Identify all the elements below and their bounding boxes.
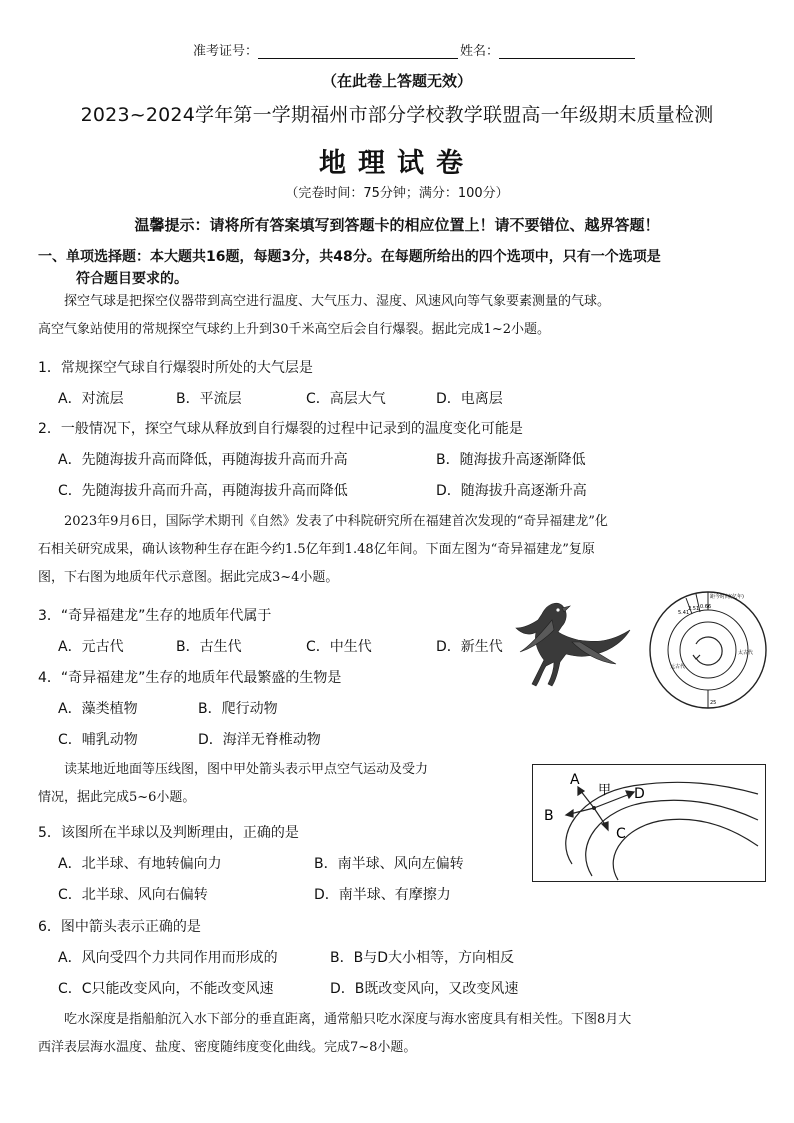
q2-option-b[interactable]: B．随海拔升高逐渐降低: [436, 452, 586, 468]
isobar-figure: [532, 764, 766, 882]
geo-left-label: 元古代: [670, 664, 686, 670]
q2-option-a[interactable]: A．先随海拔升高而降低，再随海拔升高而升高: [58, 452, 348, 468]
geologic-time-figure: [646, 588, 770, 712]
invalid-notice: （在此卷上答题无效）: [321, 72, 472, 90]
exam-id-field: [193, 40, 458, 59]
passage2-line1: 2023年9月6日，国际学术期刊《自然》发表了中科院研究所在福建首次发现的“奇异福建龙”化: [64, 514, 608, 529]
passage3-line2: 情况，据此完成5~6小题。: [38, 790, 196, 805]
passage3: [38, 756, 518, 812]
time-info: （完卷时间：75分钟；满分：100分）: [285, 186, 509, 201]
q2-option-c[interactable]: C．先随海拔升高而升高，再随海拔升高而降低: [58, 483, 348, 499]
label-b: B: [544, 808, 554, 824]
q3-option-b[interactable]: B．古生代: [176, 639, 242, 655]
label-jia: 甲: [598, 783, 612, 798]
label-d: D: [634, 786, 645, 802]
subject-title: 地理试卷: [319, 148, 475, 179]
geo-number-1: 2.51: [688, 606, 700, 612]
q5-option-a[interactable]: A．北半球、有地转偏向力: [58, 856, 222, 872]
q4-option-b[interactable]: B．爬行动物: [198, 701, 278, 717]
geo-top-label: 距今时间(亿年): [710, 594, 744, 600]
q4-option-d[interactable]: D．海洋无脊椎动物: [198, 732, 321, 748]
q5-option-b[interactable]: B．南半球、风向左偏转: [314, 856, 464, 872]
geo-number-4: 25: [710, 700, 717, 706]
q1-option-b[interactable]: B．平流层: [176, 391, 242, 407]
q5-option-d[interactable]: D．南半球、有摩擦力: [314, 887, 451, 903]
q2-stem: 2．一般情况下，探空气球从释放到自行爆裂的过程中记录到的温度变化可能是: [38, 421, 523, 437]
q1-option-a[interactable]: A．对流层: [58, 391, 124, 407]
name-field: [460, 40, 635, 59]
q5-option-c[interactable]: C．北半球、风向右偏转: [58, 887, 208, 903]
section1-heading: [38, 246, 758, 290]
passage2-line2: 石相关研究成果，确认该物种生存在距今约1.5亿年到1.48亿年间。下面左图为“奇异福建龙”复原: [38, 542, 595, 557]
q3-stem: 3．“奇异福建龙”生存的地质年代属于: [38, 608, 272, 624]
geo-number-3: 5.41: [678, 610, 690, 616]
q6-option-a[interactable]: A．风向受四个力共同作用而形成的: [58, 950, 278, 966]
passage2-line3: 图，下右图为地质年代示意图。据此完成3~4小题。: [38, 570, 339, 585]
isobar-frame: [533, 765, 766, 882]
passage1-line1: 探空气球是把探空仪器带到高空进行温度、大气压力、湿度、风速风向等气象要素测量的气球。: [64, 294, 611, 309]
time-arrow: [696, 637, 722, 665]
isobar-line-1: [566, 782, 758, 864]
isobar-line-2: [586, 800, 758, 876]
passage2: [38, 508, 762, 592]
passage1-line2: 高空气象站使用的常规探空气球约上升到30千米高空后会自行爆裂。据此完成1~2小题。: [38, 322, 550, 337]
inner-ring: [680, 622, 736, 678]
geo-number-2: 0.66: [700, 604, 712, 610]
q1-option-c[interactable]: C．高层大气: [306, 391, 386, 407]
section1-line2: 符合题目要求的。: [76, 271, 188, 287]
label-a: A: [570, 772, 580, 788]
q6-option-b[interactable]: B．B与D大小相等，方向相反: [330, 950, 514, 966]
passage4-line1: 吃水深度是指船舶沉入水下部分的垂直距离，通常船只吃水深度与海水密度具有相关性。下图8月大: [64, 1012, 632, 1027]
q3-option-d[interactable]: D．新生代: [436, 639, 503, 655]
q1-stem: 1．常规探空气球自行爆裂时所处的大气层是: [38, 360, 313, 376]
q6-stem: 6．图中箭头表示正确的是: [38, 919, 201, 935]
q5-stem: 5．该图所在半球以及判断理由，正确的是: [38, 825, 299, 841]
q6-option-c[interactable]: C．C只能改变风向，不能改变风速: [58, 981, 274, 997]
label-c: C: [616, 826, 626, 842]
geo-right-label: 太古代: [738, 650, 754, 656]
passage3-line1: 读某地近地面等压线图，图中甲处箭头表示甲点空气运动及受力: [64, 762, 429, 777]
q3-option-a[interactable]: A．元古代: [58, 639, 124, 655]
exam-id-label: 准考证号：: [193, 44, 259, 59]
dinosaur-figure: [512, 592, 642, 692]
q4-option-c[interactable]: C．哺乳动物: [58, 732, 138, 748]
q4-stem: 4．“奇异福建龙”生存的地质年代最繁盛的生物是: [38, 670, 342, 686]
isobar-line-3: [613, 819, 758, 880]
exam-title: 2023~2024学年第一学期福州市部分学校教学联盟高一年级期末质量检测: [80, 104, 714, 126]
passage4: [38, 1006, 762, 1062]
q2-option-d[interactable]: D．随海拔升高逐渐升高: [436, 483, 587, 499]
tip-notice: 温馨提示：请将所有答案填写到答题卡的相应位置上！请不要错位、越界答题！: [134, 216, 660, 234]
passage1: [38, 288, 762, 344]
name-label: 姓名：: [460, 44, 500, 59]
name-blank[interactable]: [499, 44, 635, 59]
passage4-line2: 西洋表层海水温度、盐度、密度随纬度变化曲线。完成7~8小题。: [38, 1040, 417, 1055]
exam-id-blank[interactable]: [258, 44, 458, 59]
section1-line1: 一、单项选择题：本大题共16题，每题3分，共48分。在每题所给出的四个选项中，只有一个选项是: [38, 249, 661, 265]
q3-option-c[interactable]: C．中生代: [306, 639, 372, 655]
q1-option-d[interactable]: D．电离层: [436, 391, 503, 407]
q4-option-a[interactable]: A．藻类植物: [58, 701, 138, 717]
q6-option-d[interactable]: D．B既改变风向，又改变风速: [330, 981, 519, 997]
